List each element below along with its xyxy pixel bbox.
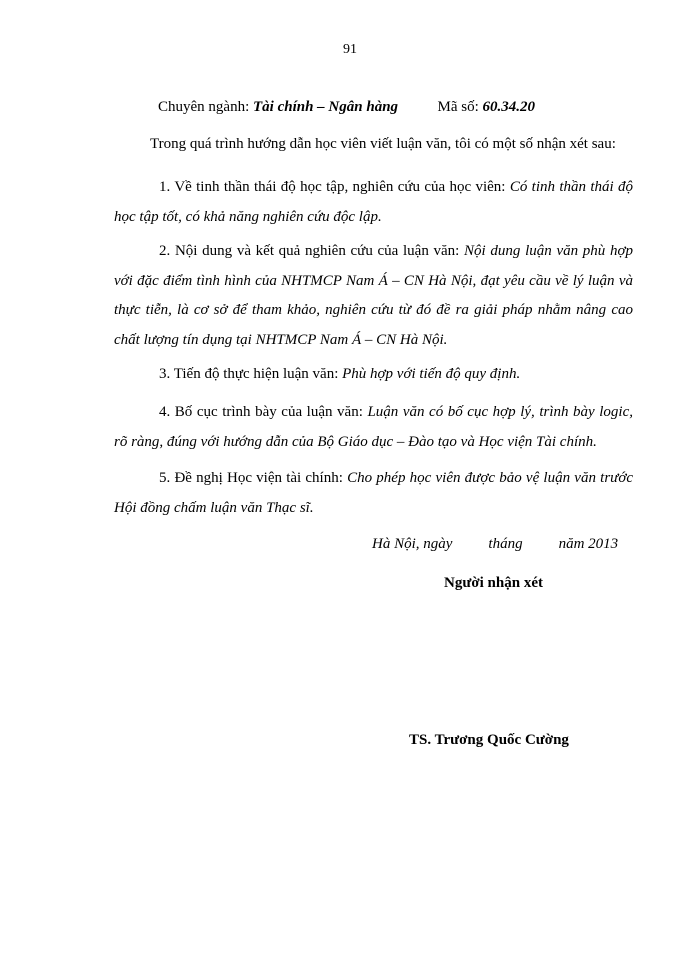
page-number: 91 bbox=[343, 42, 357, 57]
item-1 bbox=[114, 173, 633, 232]
item-5-answer: Cho phép học viên được bảo vệ luận văn trước Hội đồng chấm luận văn Thạc sĩ. bbox=[114, 470, 633, 516]
date-month: tháng bbox=[488, 536, 523, 552]
code-value: 60.34.20 bbox=[482, 99, 536, 115]
item-5 bbox=[114, 464, 633, 523]
date-year: năm 2013 bbox=[558, 536, 619, 552]
item-2-answer: Nội dung luận văn phù hợp với đặc điểm tình hình của NHTMCP Nam Á – CN Hà Nội, đạt yêu cầu về lý luận và thực tiễn, là cơ sở để tham khảo, nghiên cứu từ đó đề ra giải pháp nhằm nâng cao chất lượng tín dụng tại NHTMCP Nam Á – CN Hà Nội. bbox=[114, 243, 633, 348]
specialization-label: Chuyên ngành: bbox=[158, 99, 250, 115]
item-3-label: 3. Tiến độ thực hiện luận văn: bbox=[159, 366, 339, 382]
specialization-line bbox=[158, 99, 535, 116]
item-4-answer: Luận văn có bố cục hợp lý, trình bày logic, rõ ràng, đúng với hướng dẫn của Bộ Giáo dục – Đào tạo và Học viện Tài chính. bbox=[114, 404, 634, 450]
intro-text: Trong quá trình hướng dẫn học viên viết luận văn, tôi có một số nhận xét sau: bbox=[150, 136, 616, 152]
item-2-label: 2. Nội dung và kết quả nghiên cứu của luận văn: bbox=[159, 243, 460, 259]
item-3-answer: Phù hợp với tiến độ quy định. bbox=[342, 366, 521, 382]
item-1-label: 1. Về tinh thần thái độ học tập, nghiên cứu của học viên: bbox=[159, 179, 506, 195]
date-place: Hà Nội, ngày bbox=[372, 536, 453, 552]
item-3 bbox=[114, 360, 633, 390]
item-4 bbox=[114, 398, 633, 457]
reviewer-label: Người nhận xét bbox=[444, 575, 543, 591]
specialization-value: Tài chính – Ngân hàng bbox=[253, 99, 399, 115]
date-line bbox=[372, 536, 618, 553]
signer-name: TS. Trương Quốc Cường bbox=[409, 732, 569, 748]
code-label: Mã số: bbox=[437, 99, 479, 115]
item-5-label: 5. Đề nghị Học viện tài chính: bbox=[159, 470, 343, 486]
item-1-answer: Có tinh thần thái độ học tập tốt, có khả năng nghiên cứu độc lập. bbox=[114, 179, 634, 225]
item-2 bbox=[114, 237, 633, 355]
item-4-label: 4. Bố cục trình bày của luận văn: bbox=[159, 404, 363, 420]
